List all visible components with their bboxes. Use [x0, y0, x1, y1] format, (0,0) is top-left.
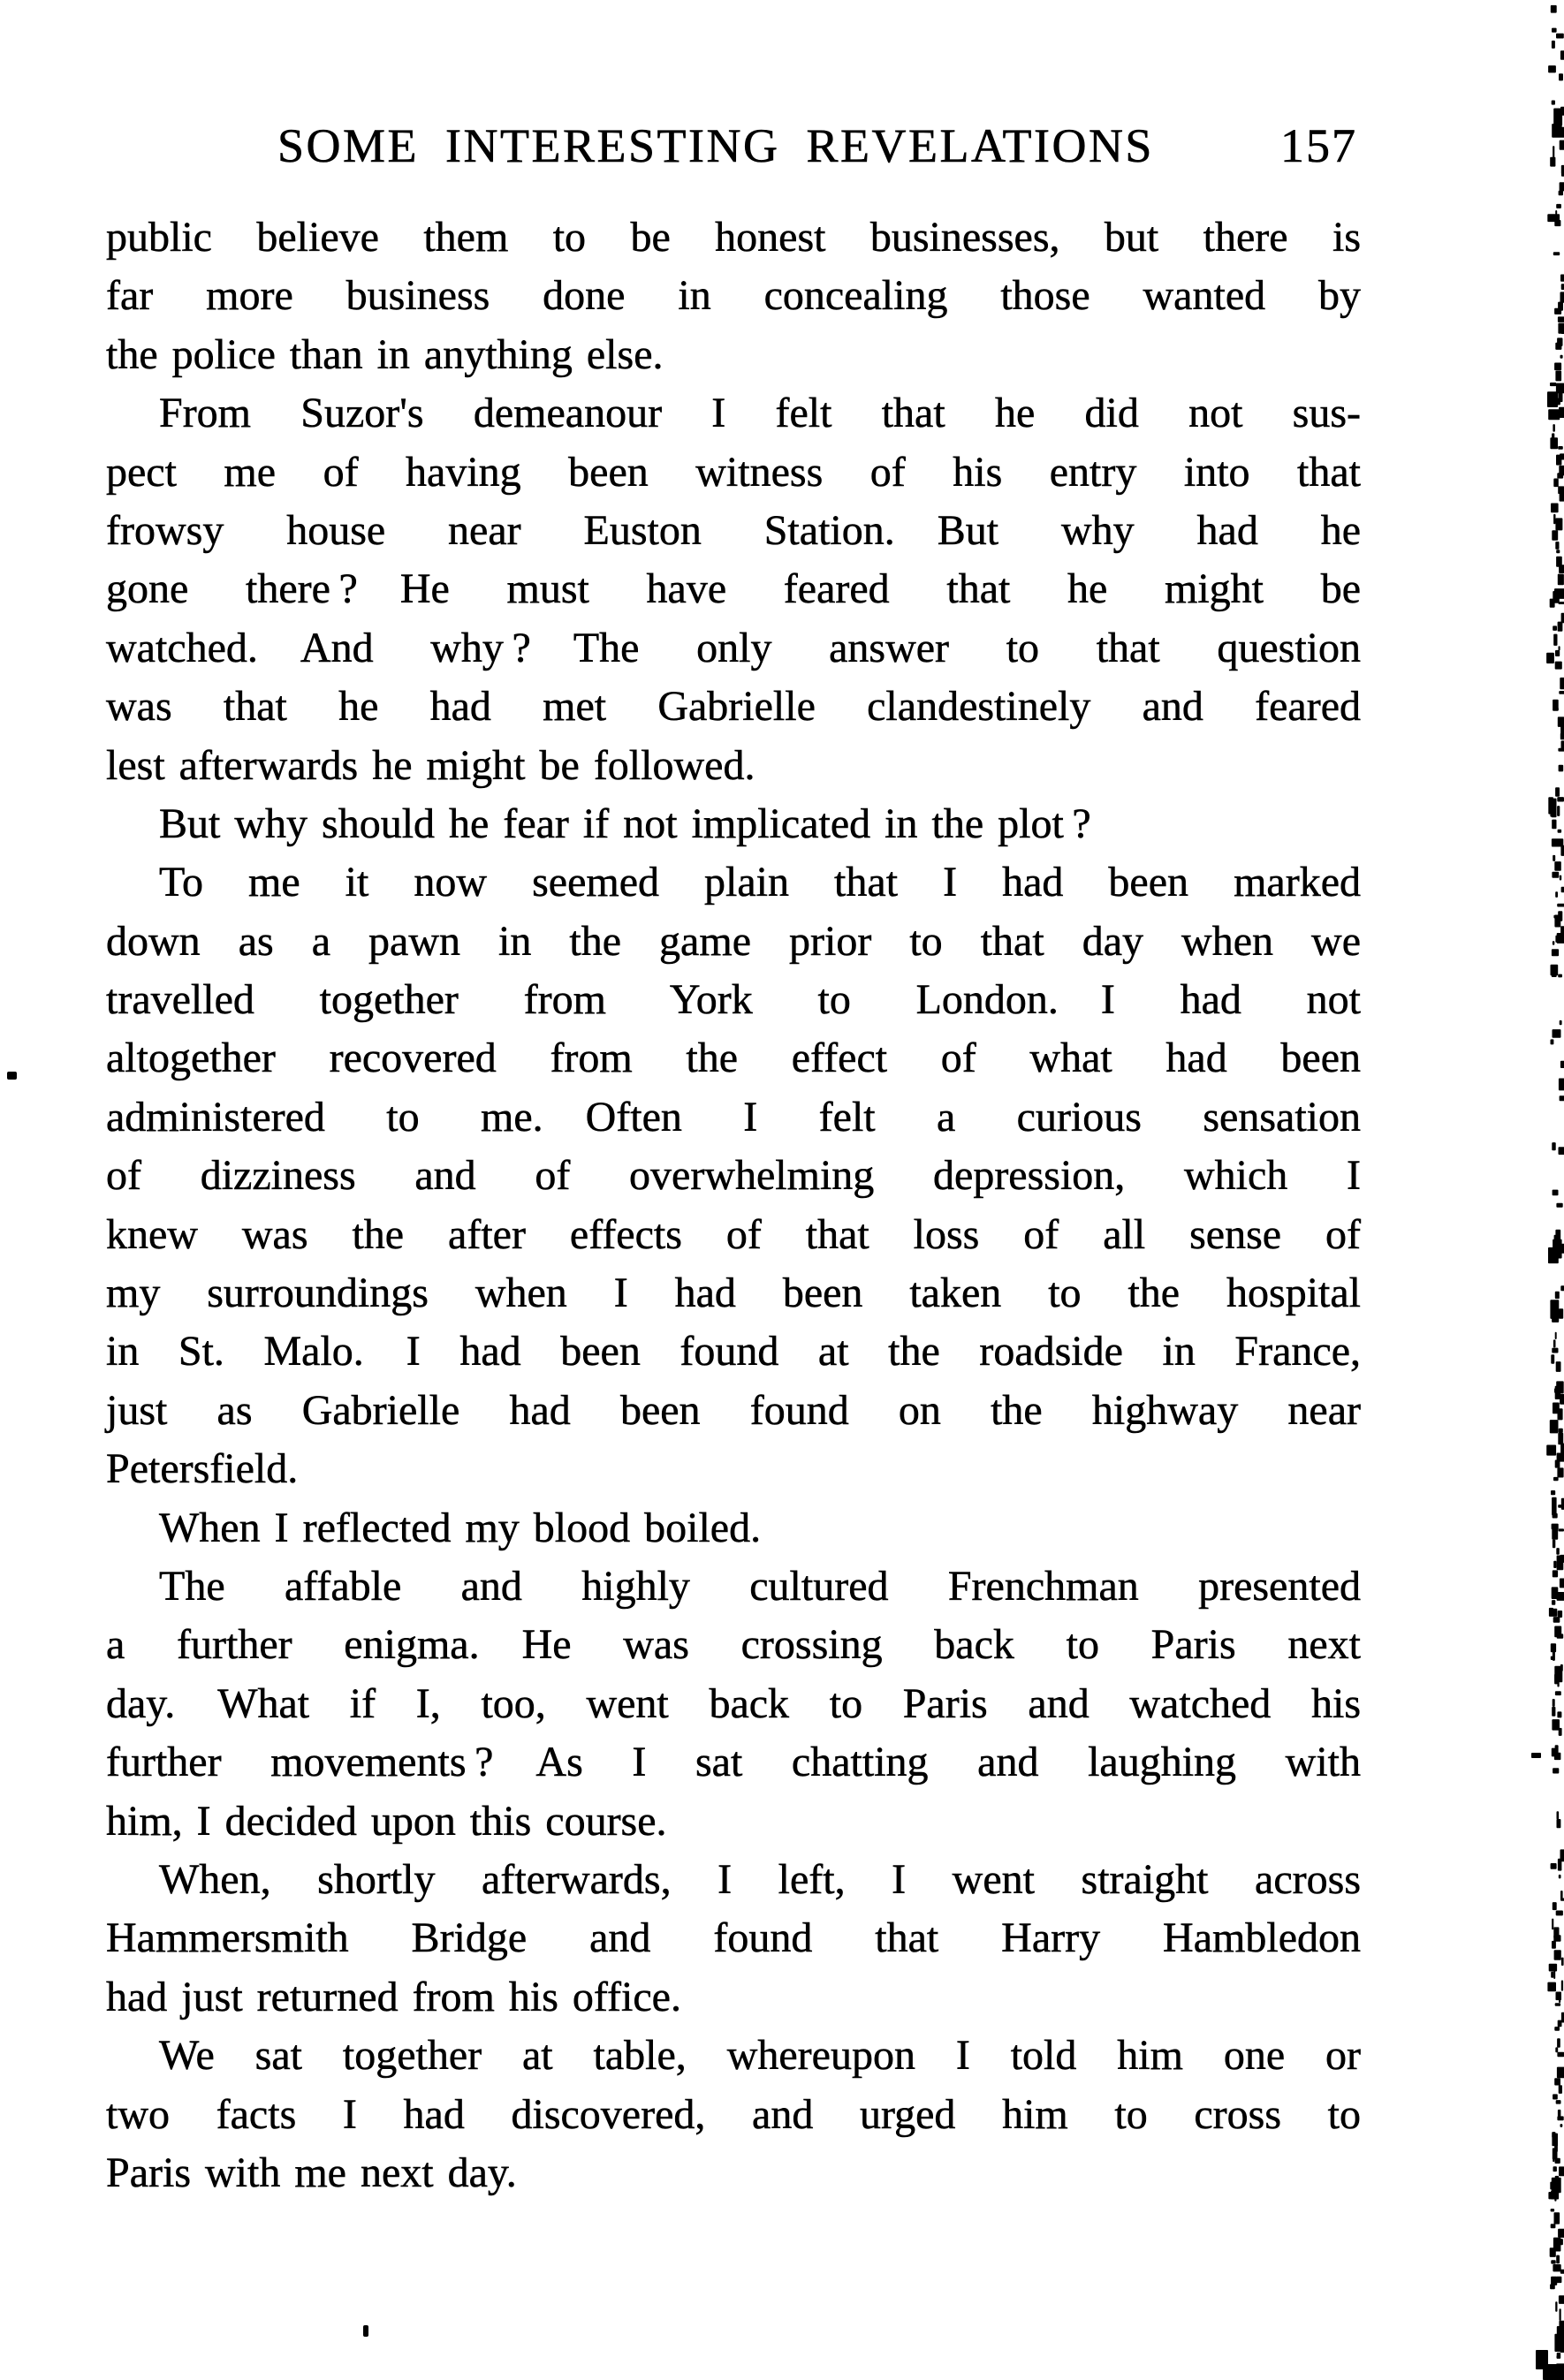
text-line: further movements ? As I sat chatting and laughing with: [106, 1739, 1361, 1786]
text-line: The affable and highly cultured Frenchman presented: [159, 1562, 1361, 1610]
text-line: knew was the after effects of that loss of all sense of: [106, 1210, 1361, 1258]
page-number: 157: [1280, 119, 1357, 172]
page-edge-artifact: [1529, 0, 1564, 2380]
text-line: down as a pawn in the game prior to that day when we: [106, 917, 1361, 965]
text-line: administered to me. Often I felt a curious sensation: [106, 1093, 1361, 1141]
text-line: lest afterwards he might be followed.: [106, 741, 755, 789]
text-line: day. What if I, too, went back to Paris and watched his: [106, 1679, 1361, 1727]
text-line: gone there ? He must have feared that he might be: [106, 565, 1361, 613]
text-line: When, shortly afterwards, I left, I went straight across: [159, 1855, 1361, 1903]
text-line: To me it now seemed plain that I had been marked: [159, 859, 1361, 906]
text-line: my surroundings when I had been taken to the hospital: [106, 1270, 1361, 1317]
text-line: But why should he fear if not implicated in the plot ?: [159, 800, 1091, 847]
text-line: public believe them to be honest businesses, but there is: [106, 214, 1361, 261]
text-line: two facts I had discovered, and urged him to cross to: [106, 2090, 1361, 2138]
text-line: frowsy house near Euston Station. But why had he: [106, 506, 1361, 554]
text-line: of dizziness and of overwhelming depression, which I: [106, 1152, 1361, 1200]
text-line: was that he had met Gabrielle clandestinely and feared: [106, 683, 1361, 731]
text-line: just as Gabrielle had been found on the highway near: [106, 1386, 1361, 1434]
text-line: far more business done in concealing those wanted by: [106, 272, 1361, 320]
text-line: Paris with me next day.: [106, 2149, 517, 2196]
text-line: a further enigma. He was crossing back to Paris next: [106, 1621, 1361, 1669]
text-line: We sat together at table, whereupon I told him one or: [159, 2032, 1361, 2080]
ink-speck: [7, 1072, 17, 1080]
text-line: watched. And why ? The only answer to that question: [106, 624, 1361, 671]
text-line: in St. Malo. I had been found at the roadside in France,: [106, 1328, 1361, 1376]
text-line: him, I decided upon this course.: [106, 1797, 667, 1845]
ink-speck: [363, 2325, 368, 2337]
running-head: [106, 120, 1361, 173]
text-line: Petersfield.: [106, 1445, 299, 1493]
page-title: SOME INTERESTING REVELATIONS: [277, 119, 1154, 172]
text-line: When I reflected my blood boiled.: [159, 1504, 762, 1551]
text-line: altogether recovered from the effect of what had been: [106, 1035, 1361, 1082]
text-line: Hammersmith Bridge and found that Harry Hambledon: [106, 1914, 1361, 1962]
body-text: [106, 208, 1361, 2202]
text-line: had just returned from his office.: [106, 1973, 681, 2020]
text-line: pect me of having been witness of his entry into that: [106, 448, 1361, 496]
text-line: travelled together from York to London. I had not: [106, 976, 1361, 1024]
text-line: From Suzor's demeanour I felt that he did not sus-: [159, 390, 1361, 437]
text-line: the police than in anything else.: [106, 330, 664, 378]
